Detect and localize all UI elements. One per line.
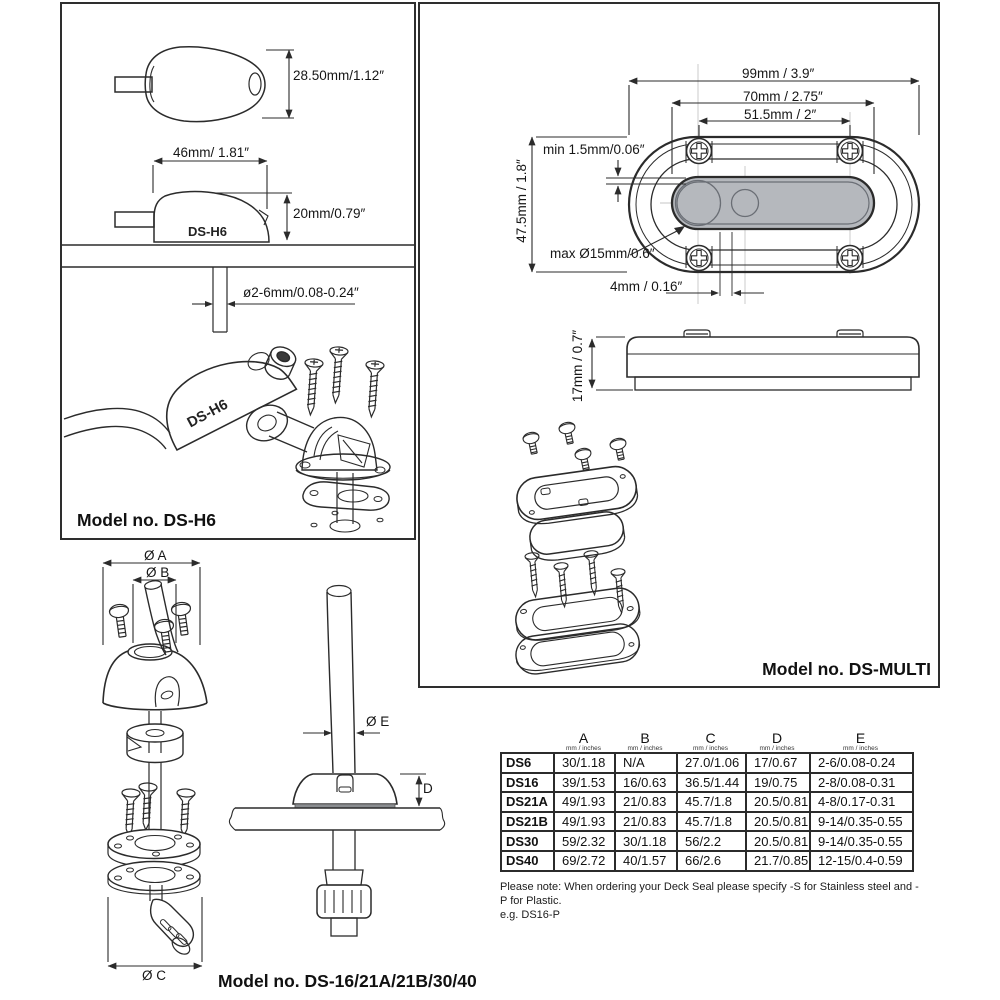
panel-dsh6: [60, 2, 416, 540]
header-col-b: [614, 729, 676, 752]
cell-b: 21/0.83: [615, 812, 677, 832]
dim-dia-a: Ø A: [144, 548, 167, 563]
spec-table-block: [500, 729, 912, 872]
col-c-letter: C: [705, 730, 716, 746]
col-e-letter: E: [855, 730, 866, 746]
table-row: [501, 773, 913, 793]
panel-dsmulti: [418, 2, 940, 688]
cell-a: 49/1.93: [554, 792, 615, 812]
cell-c: 36.5/1.44: [677, 773, 746, 793]
cell-e: 9-14/0.35-0.55: [810, 812, 913, 832]
dsrange-line-art: [60, 545, 480, 1000]
cell-e: 2-6/0.08-0.24: [810, 753, 913, 773]
dsmulti-side-view: [627, 330, 919, 390]
col-d-unit: mm / inches: [759, 745, 795, 752]
table-row: [501, 831, 913, 851]
dsmulti-exploded: [513, 421, 641, 676]
cell-d: 20.5/0.81: [746, 831, 810, 851]
dim-slot-length: 70mm / 2.75″: [743, 89, 823, 104]
cable-connector: [150, 885, 193, 957]
table-row: [501, 792, 913, 812]
dsh6-exploded: [64, 337, 390, 532]
dsrange-installed-view: [229, 586, 444, 937]
dim-screw-spacing: 51.5mm / 2″: [744, 107, 817, 122]
cell-c: 56/2.2: [677, 831, 746, 851]
dim-thickness: 17mm / 0.7″: [570, 329, 585, 403]
cell-c: 45.7/1.8: [677, 792, 746, 812]
col-e-unit: mm / inches: [842, 745, 879, 752]
header-col-a: [553, 729, 614, 752]
dim-min-cable: min 1.5mm/0.06″: [543, 142, 645, 157]
cell-e: 2-8/0.08-0.31: [810, 773, 913, 793]
cell-a: 49/1.93: [554, 812, 615, 832]
spec-table: [500, 752, 914, 872]
col-a-unit: mm / inches: [565, 745, 602, 752]
panel-dsrange: [60, 545, 480, 1000]
dim-max-cable: max Ø15mm/0.6″: [550, 246, 655, 261]
dsh6-dome-shell: [150, 337, 296, 450]
cell-model: DS21B: [501, 812, 554, 832]
dsh6-line-art: [62, 4, 414, 538]
cell-c: 45.7/1.8: [677, 812, 746, 832]
dim-dia-c: Ø C: [142, 968, 167, 983]
cell-b: 21/0.83: [615, 792, 677, 812]
col-b-letter: B: [640, 730, 650, 746]
header-col-c: [676, 729, 745, 752]
cell-a: 39/1.53: [554, 773, 615, 793]
dsrange-exploded: [103, 580, 207, 966]
cell-model: DS6: [501, 753, 554, 773]
cell-e: 12-15/0.4-0.59: [810, 851, 913, 871]
dsmulti-line-art: [420, 4, 938, 686]
dim-top-height: 28.50mm/1.12″: [293, 68, 385, 83]
table-row: [501, 753, 913, 773]
header-col-e: [809, 729, 912, 752]
note-line-2: e.g. DS16-P: [500, 909, 560, 921]
cell-b: 16/0.63: [615, 773, 677, 793]
header-col-d: [745, 729, 809, 752]
cell-b: N/A: [615, 753, 677, 773]
cell-d: 21.7/0.85: [746, 851, 810, 871]
dsh6-top-view: [115, 47, 265, 122]
dim-side-height: 20mm/0.79″: [293, 206, 366, 221]
cell-d: 17/0.67: [746, 753, 810, 773]
gasket-flange: [108, 862, 200, 895]
dim-overall-width: 99mm / 3.9″: [742, 66, 815, 81]
cell-a: 59/2.32: [554, 831, 615, 851]
col-b-unit: mm / inches: [627, 745, 663, 752]
note-line-1: Please note: When ordering your Deck Seal please specify -S for Stainless steel and -P for Plastic.: [500, 881, 919, 907]
cell-b: 30/1.18: [615, 831, 677, 851]
dim-overall-height: 47.5mm / 1.8″: [514, 159, 529, 243]
col-d-letter: D: [771, 730, 783, 746]
dim-cable-diameter: ø2-6mm/0.08-0.24″: [243, 285, 359, 300]
caption-dsmulti: Model no. DS-MULTI: [762, 659, 931, 679]
dim-dia-b: Ø B: [146, 565, 170, 580]
cell-c: 66/2.6: [677, 851, 746, 871]
cell-e: 9-14/0.35-0.55: [810, 831, 913, 851]
caption-dsrange: Model no. DS-16/21A/21B/30/40: [218, 971, 477, 991]
cell-model: DS40: [501, 851, 554, 871]
cell-d: 20.5/0.81: [746, 792, 810, 812]
product-label-side: DS-H6: [188, 224, 228, 239]
cell-model: DS21A: [501, 792, 554, 812]
col-a-letter: A: [578, 730, 589, 746]
spec-table-header: [500, 729, 912, 752]
dim-dia-e: Ø E: [366, 714, 390, 729]
dsh6-deck: [62, 245, 414, 332]
cell-a: 69/2.72: [554, 851, 615, 871]
dim-base-width: 46mm/ 1.81″: [173, 145, 250, 160]
cell-a: 30/1.18: [554, 753, 615, 773]
cell-d: 19/0.75: [746, 773, 810, 793]
split-bushing: [127, 724, 183, 763]
cell-e: 4-8/0.17-0.31: [810, 792, 913, 812]
cell-b: 40/1.57: [615, 851, 677, 871]
cell-model: DS30: [501, 831, 554, 851]
ordering-note: [500, 880, 925, 922]
dim-d: D: [423, 781, 433, 796]
cell-c: 27.0/1.06: [677, 753, 746, 773]
table-row: [501, 812, 913, 832]
dim-circle-gap: 4mm / 0.16″: [610, 279, 683, 294]
product-label-exploded: DS-H6: [184, 396, 231, 432]
cell-model: DS16: [501, 773, 554, 793]
dsh6-top-dim: [262, 50, 294, 118]
cell-d: 20.5/0.81: [746, 812, 810, 832]
table-row: [501, 851, 913, 871]
col-c-unit: mm / inches: [692, 745, 729, 752]
header-spacer: [500, 729, 553, 752]
caption-dsh6: Model no. DS-H6: [77, 510, 217, 530]
